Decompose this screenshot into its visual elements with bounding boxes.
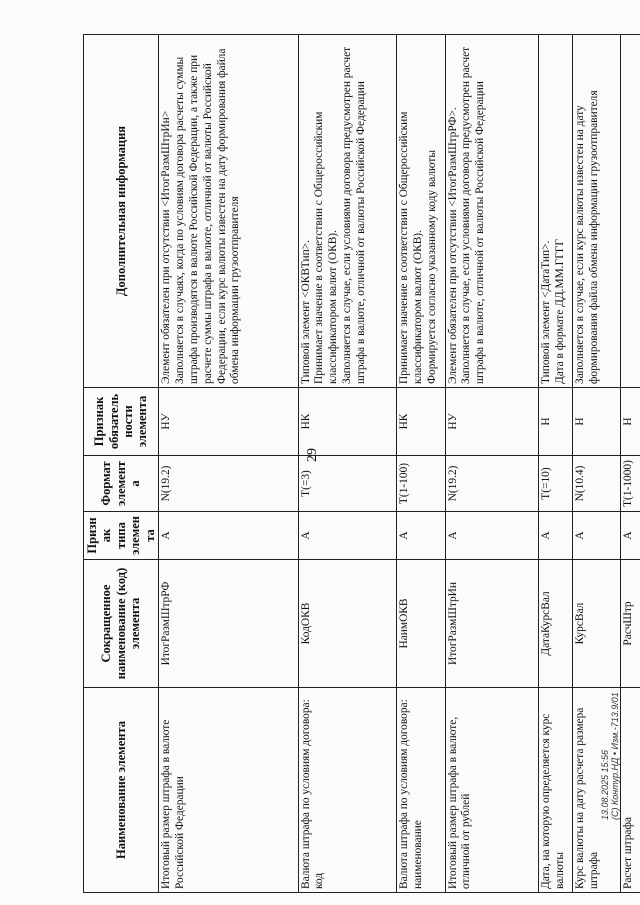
cell-type: А [539, 512, 573, 560]
cell-extra: Элемент обязателен при отсутствии <ИтогРазмШтрРФ>. Заполняется в случае, если условиями договора предусмотрен расчет штрафа в валюте, отличной от валюты Российской Федерации [445, 35, 539, 388]
table-row [396, 35, 445, 893]
cell-format: N(10.4) [572, 456, 620, 512]
table-row [620, 35, 640, 893]
cell-required: НК [298, 388, 396, 456]
cell-format: N(19.2) [158, 456, 298, 512]
cell-extra: Типовой элемент <ОКВТип>. Принимает значение в соответствии с Общероссийским классификатором валют (ОКВ). Заполняется в случае, если условиями договора предусмотрен расчет штрафа в валюте, отличной от валюты Российской Федерации [298, 35, 396, 388]
cell-format: Т(1-1000) [620, 456, 640, 512]
cell-extra: Заполняется в случае, если курс валюты известен на дату формирования файла обмена информации грузоотправителя [572, 35, 620, 388]
cell-type: А [572, 512, 620, 560]
cell-required: НУ [158, 388, 298, 456]
cell-required: НУ [445, 388, 539, 456]
header-extra: Дополнительная информация [84, 35, 159, 388]
cell-name: Итоговый размер штрафа в валюте, отличной от рублей [445, 688, 539, 893]
cell-type: А [158, 512, 298, 560]
footer-stamp [600, 692, 620, 820]
cell-code: КурсВал [572, 560, 620, 688]
cell-format: Т(1-100) [396, 456, 445, 512]
cell-name: Дата, на которую определяется курс валюты [539, 688, 573, 893]
header-format: Формат элемента [84, 456, 159, 512]
cell-code: ДатаКурсВал [539, 560, 573, 688]
header-type: Признак типа элемента [84, 512, 159, 560]
table-row [539, 35, 573, 893]
elements-table [83, 34, 640, 893]
cell-required: Н [572, 388, 620, 456]
cell-name: Валюта штрафа по условиям договора: наименование [396, 688, 445, 893]
cell-code: КодОКВ [298, 560, 396, 688]
cell-code: ИтогРазмШтрИн [445, 560, 539, 688]
header-required: Признак обязательности элемента [84, 388, 159, 456]
cell-required: НК [396, 388, 445, 456]
cell-code: РасчШтр [620, 560, 640, 688]
cell-format: Т(=10) [539, 456, 573, 512]
table-row [298, 35, 396, 893]
cell-required: Н [620, 388, 640, 456]
cell-code: НаимОКВ [396, 560, 445, 688]
cell-format: N(19.2) [445, 456, 539, 512]
footer-source: (С) Контур.НД • Изм.-713.9/01 [610, 692, 620, 820]
rotated-table-container [83, 35, 640, 893]
cell-name: Расчет штрафа [620, 688, 640, 893]
cell-format: Т(=3) [298, 456, 396, 512]
cell-required: Н [539, 388, 573, 456]
cell-extra: Элемент обязателен при отсутствии <ИтогРазмШтрИн> Заполняется в случаях, когда по условиям договора расчеты суммы штрафа производятся в валюте Российской Федерации, а также при расчете суммы штрафа в валюте, отличной от валюты Российской Федерации, если курс валюты известен на дату формирования файла обмена информации грузоотправителя [158, 35, 298, 388]
footer-date: 13.08.2025 15:56 [600, 749, 610, 820]
cell-extra [620, 35, 640, 388]
cell-type: А [445, 512, 539, 560]
cell-code: ИтогРазмШтрРФ [158, 560, 298, 688]
table-row [445, 35, 539, 893]
table-row [158, 35, 298, 893]
cell-extra: Типовой элемент <ДатаТип>. Дата в формате ДД.ММ.ГГГГ [539, 35, 573, 388]
cell-name: Валюта штрафа по условиям договора: код [298, 688, 396, 893]
cell-type: А [298, 512, 396, 560]
cell-name: Курс валюты на дату расчета размера штрафа [572, 688, 620, 893]
cell-type: А [396, 512, 445, 560]
page-number: 29 [305, 448, 320, 462]
cell-name: Итоговый размер штрафа в валюте Российской Федерации [158, 688, 298, 893]
header-name: Наименование элемента [84, 688, 159, 893]
header-code: Сокращенное наименование (код) элемента [84, 560, 159, 688]
cell-extra: Принимает значение в соответствии с Общероссийским классификатором валют (ОКВ). Формируется согласно указанному коду валюты [396, 35, 445, 388]
table-header-row [84, 35, 159, 893]
cell-type: А [620, 512, 640, 560]
